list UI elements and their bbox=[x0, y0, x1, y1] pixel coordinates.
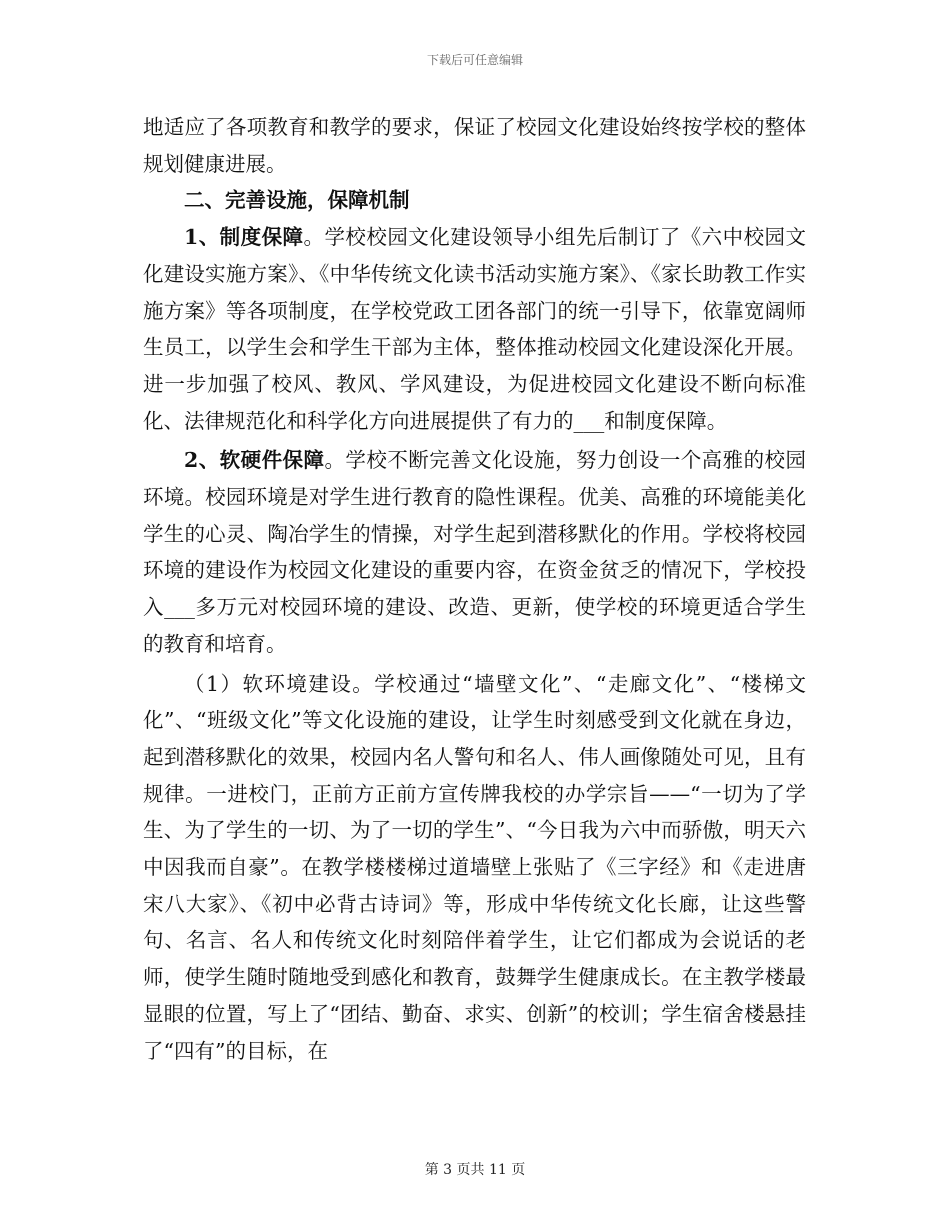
paragraph-facility-guarantee bbox=[143, 442, 806, 662]
paragraph-lead-heading: 1、制度保障 bbox=[184, 225, 304, 250]
page-header: 下载后可任意编辑 bbox=[426, 53, 523, 67]
paragraph-system-guarantee bbox=[143, 219, 806, 439]
paragraph-soft-environment: （1）软环境建设。学校通过“墙壁文化”、“走廊文化”、“楼梯文化”、“班级文化”等文化设施的建设，让学生时刻感受到文化就在身边，起到潜移默化的效果，校园内名人警句和名人、伟人画像随处可见，且有规律。一进校门，正前方正前方宣传牌我校的办学宗旨——“一切为了学生、为了学生的一切、为了一切的学生”、“今日我为六中而骄傲，明天六中因我而自豪”。在教学楼楼梯过道墙壁上张贴了《三字经》和《走进唐宋八大家》、《初中必背古诗词》等，形成中华传统文化长廊，让这些警句、名言、名人和传统文化时刻陪伴着学生，让它们都成为会说话的老师，使学生随时随地受到感化和教育，鼓舞学生健康成长。在主教学楼最显眼的位置，写上了“团结、勤奋、求实、创新”的校训；学生宿舍楼悬挂了“四有”的目标，在 bbox=[143, 671, 806, 1063]
paragraph-continuation: 地适应了各项教育和教学的要求，保证了校园文化建设始终按学校的整体规划健康进展。 bbox=[143, 115, 806, 176]
paragraph-text: 。学校校园文化建设领导小组先后制订了《六中校园文化建设实施方案》、《中华传统文化读书活动实施方案》、《家长助教工作实施方案》等各项制度，在学校党政工团各部门的统一引导下，依靠宽阔师生员工，以学生会和学生干部为主体，整体推动校园文化建设深化开展。进一步加强了校风、教风、学风建设，为促进校园文化建设不断向标准化、法律规范化和科学化方向进展提供了有力的___和制度保障。 bbox=[143, 225, 807, 433]
paragraph-text: 。学校不断完善文化设施，努力创设一个高雅的校园环境。校园环境是对学生进行教育的隐性课程。优美、高雅的环境能美化学生的心灵、陶冶学生的情操，对学生起到潜移默化的作用。学校将校园环境的建设作为校园文化建设的重要内容，在资金贫乏的情况下，学校投入___多万元对校园环境的建设、改造、更新，使学校的环境更适合学生的教育和培育。 bbox=[143, 448, 807, 656]
document-body bbox=[143, 109, 806, 1069]
paragraph-lead-heading: 2、软硬件保障 bbox=[184, 448, 325, 473]
section-heading: 二、完善设施，保障机制 bbox=[184, 188, 410, 213]
page-number: 第 3 页共 11 页 bbox=[424, 1162, 526, 1178]
